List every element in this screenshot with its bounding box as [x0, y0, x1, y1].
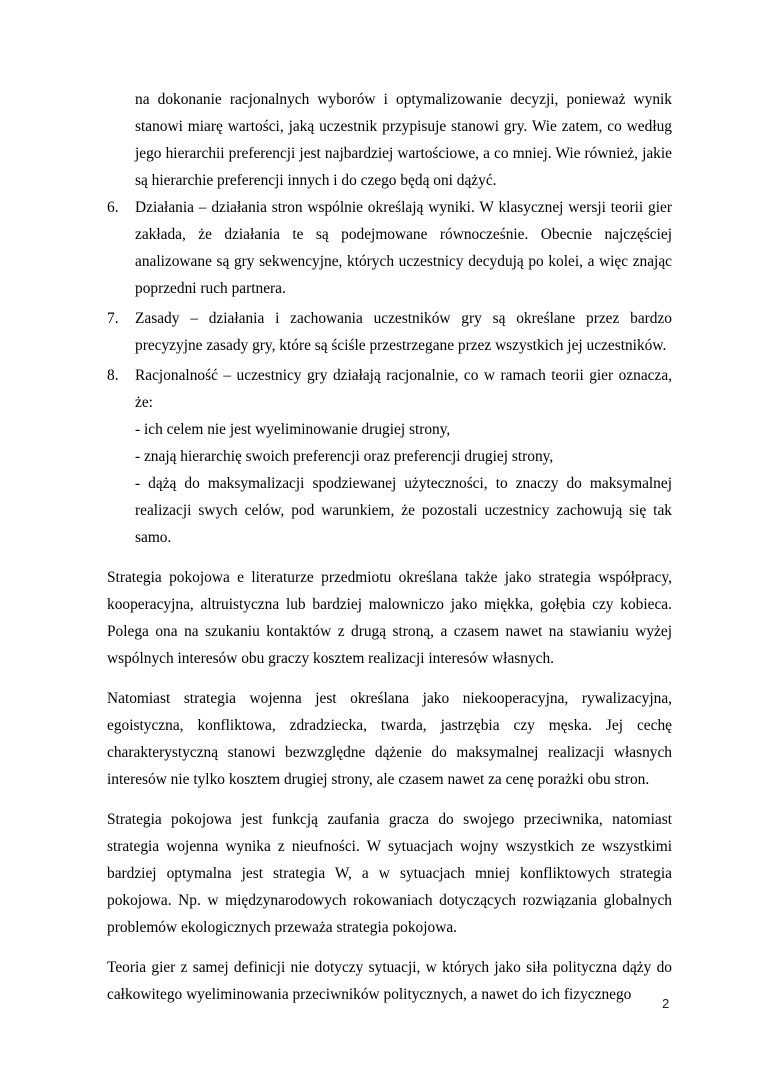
- list-subitem: - dążą do maksymalizacji spodziewanej użyteczności, to znaczy do maksymalnej realizacji swych celów, pod warunkiem, że pozostali uczestnicy zachowują się tak samo.: [135, 475, 672, 546]
- numbered-list: [107, 194, 672, 551]
- list-item-7: [107, 305, 672, 359]
- list-item-5-continuation: na dokonanie racjonalnych wyborów i optymalizowanie decyzji, ponieważ wynik stanowi miarę wartości, jaką uczestnik przypisuje stanowi gry. Wie zatem, co według jego hierarchii preferencji jest najbardziej wartościowe, a co mniej. Wie również, jakie są hierarchie preferencji innych i do czego będą oni dążyć.: [135, 91, 672, 189]
- list-number: 7.: [107, 310, 119, 327]
- paragraph: Strategia pokojowa e literaturze przedmiotu określana także jako strategia współpracy, kooperacyjna, altruistyczna lub bardziej malowniczo jako miękka, gołębia czy kobieca. Polega ona na szukaniu kontaktów z drugą stroną, a czasem nawet na stawianiu wyżej wspólnych interesów obu graczy kosztem realizacji interesów własnych.: [107, 569, 672, 667]
- paragraph: Natomiast strategia wojenna jest określana jako niekooperacyjna, rywalizacyjna, egoistyczna, konfliktowa, zdradziecka, twarda, jastrzębia czy męska. Jej cechę charakterystyczną stanowi bezwzględne dążenie do maksymalnej realizacji własnych interesów nie tylko kosztem drugiej strony, ale czasem nawet za cenę porażki obu stron.: [107, 690, 672, 788]
- list-item-text: Działania – działania stron wspólnie określają wyniki. W klasycznej wersji teorii gier zakłada, że działania te są podejmowane równocześnie. Obecnie najczęściej analizowane są gry sekwencyjne, których uczestnicy decydują po kolei, a więc znając poprzedni ruch partnera.: [135, 199, 672, 297]
- list-item-8: [107, 362, 672, 551]
- paragraph: Teoria gier z samej definicji nie dotyczy sytuacji, w których jako siła polityczna dąży do całkowitego wyeliminowania przeciwników politycznych, a nawet do ich fizycznego: [107, 959, 672, 1003]
- list-item-6: [107, 194, 672, 302]
- list-number: 8.: [107, 367, 119, 384]
- document-body: [107, 80, 672, 1008]
- list-item-text: Zasady – działania i zachowania uczestników gry są określane przez bardzo precyzyjne zasady gry, które są ściśle przestrzegane przez wszystkich jej uczestników.: [135, 310, 672, 354]
- list-number: 6.: [107, 199, 119, 216]
- list-subitem: - znają hierarchię swoich preferencji oraz preferencji drugiej strony,: [135, 448, 554, 465]
- list-item-text: Racjonalność – uczestnicy gry działają racjonalnie, co w ramach teorii gier oznacza, że:: [135, 367, 672, 411]
- page-number: 2: [662, 996, 670, 1011]
- paragraph: Strategia pokojowa jest funkcją zaufania gracza do swojego przeciwnika, natomiast strategia wojenna wynika z nieufności. W sytuacjach wojny wszystkich ze wszystkimi bardziej optymalna jest strategia W, a w sytuacjach mniej konfliktowych strategia pokojowa. Np. w międzynarodowych rokowaniach dotyczących rozwiązania globalnych problemów ekologicznych przeważa strategia pokojowa.: [107, 811, 672, 936]
- list-subitem: - ich celem nie jest wyeliminowanie drugiej strony,: [135, 421, 451, 438]
